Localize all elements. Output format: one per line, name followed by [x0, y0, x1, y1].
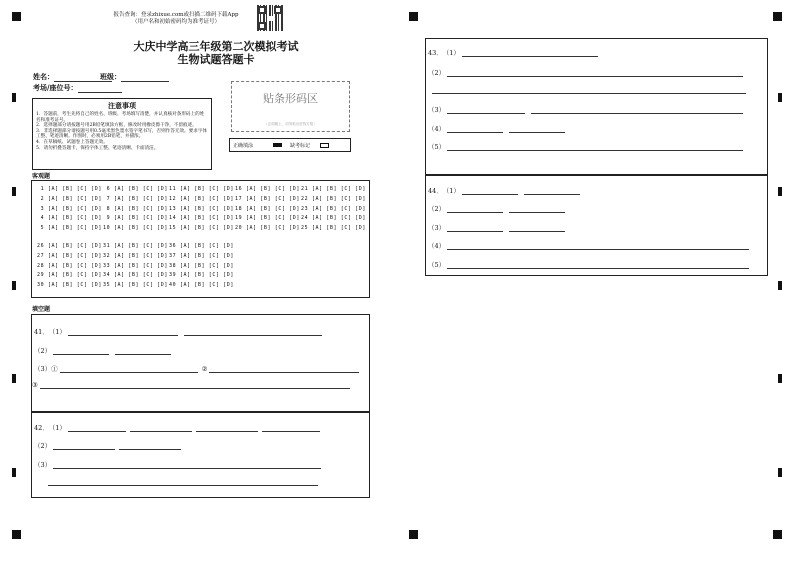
q41-line-2	[34, 346, 171, 355]
correct-fill-label: 正确填涂	[233, 142, 254, 149]
q44-part-1-label: （1）	[442, 187, 460, 195]
q41-part-3c-label: ③	[32, 381, 38, 389]
option-bubbles[interactable]: [A] [B] [C] [D]	[47, 225, 102, 232]
q43-line-3	[428, 105, 743, 114]
objective-question-14[interactable]	[169, 214, 234, 224]
option-bubbles[interactable]: [A] [B] [C] [D]	[113, 272, 168, 279]
objective-question-40[interactable]	[169, 281, 234, 291]
answer-blank[interactable]	[462, 50, 598, 57]
option-bubbles[interactable]: [A] [B] [C] [D]	[47, 243, 102, 249]
notice-item: 4．在草稿纸、试题卷上答题无效。	[36, 139, 108, 145]
timing-marker	[12, 281, 16, 290]
question-number: 16	[235, 186, 246, 192]
objective-question-20[interactable]	[235, 224, 300, 234]
corner-marker	[12, 12, 21, 21]
answer-blank[interactable]	[115, 348, 171, 355]
question-number: 25	[301, 225, 312, 232]
corner-marker	[12, 530, 21, 539]
timing-marker	[778, 93, 782, 102]
timing-marker	[778, 187, 782, 196]
q42-part-1-label: （1）	[48, 424, 66, 432]
notice-item: 1．答题前，考生先将自己的姓名、班级、考场填写清楚，并认真核对条形码上的姓名和准考证号。	[36, 112, 205, 123]
room-seat-label: 考场/座位号：	[33, 83, 78, 92]
objective-question-13[interactable]	[169, 205, 234, 215]
option-bubbles[interactable]: [A] [B] [C] [D]	[311, 215, 366, 222]
objective-question-33[interactable]	[103, 262, 168, 272]
timing-marker	[778, 374, 782, 383]
q41-line-1	[34, 327, 322, 336]
option-bubbles[interactable]: [A] [B] [C] [D]	[179, 262, 234, 269]
q41-box	[31, 314, 370, 412]
option-bubbles[interactable]: [A] [B] [C] [D]	[179, 252, 234, 259]
option-bubbles[interactable]: [A] [B] [C] [D]	[113, 243, 168, 249]
notice-title: 注意事项	[108, 101, 136, 110]
objective-question-9[interactable]	[103, 214, 168, 224]
question-number: 38	[169, 262, 180, 269]
question-number: 10	[103, 225, 114, 232]
room-seat-field[interactable]	[33, 83, 122, 93]
q41-line-3	[34, 364, 359, 373]
answer-blank[interactable]	[447, 144, 743, 151]
timing-marker	[12, 374, 16, 383]
objective-question-1[interactable]	[37, 185, 102, 195]
answer-blank[interactable]	[432, 87, 746, 94]
timing-marker	[778, 468, 782, 477]
objective-question-11[interactable]	[169, 185, 234, 195]
option-bubbles[interactable]: [A] [B] [C] [D]	[47, 186, 102, 192]
corner-marker	[773, 530, 782, 539]
answer-blank[interactable]	[130, 425, 192, 432]
objective-question-36[interactable]	[169, 242, 234, 252]
question-number: 29	[37, 272, 48, 279]
absent-checkbox[interactable]	[320, 143, 329, 148]
answer-sheet-title: 生物试题答题卡	[177, 53, 255, 66]
question-number: 1	[37, 186, 48, 192]
question-number: 18	[235, 205, 246, 212]
option-bubbles[interactable]: [A] [B] [C] [D]	[113, 186, 168, 192]
answer-blank[interactable]	[447, 70, 743, 77]
q43-box	[425, 38, 768, 175]
answer-blank[interactable]	[447, 225, 503, 232]
answer-blank[interactable]	[119, 443, 181, 450]
login-hint-text: （用户名和初始密码均为准考证号）	[131, 19, 220, 25]
q41-number: 41．	[34, 328, 49, 336]
answer-blank[interactable]	[68, 329, 178, 336]
answer-blank[interactable]	[209, 366, 359, 373]
objective-question-27[interactable]	[37, 252, 102, 262]
option-bubbles[interactable]: [A] [B] [C] [D]	[47, 195, 102, 202]
question-number: 6	[103, 186, 114, 192]
filled-sample-icon	[273, 143, 282, 147]
q44-box	[425, 175, 768, 276]
objective-question-24[interactable]	[301, 214, 366, 224]
objective-question-26[interactable]	[37, 242, 102, 252]
center-marker	[409, 530, 418, 539]
objective-question-7[interactable]	[103, 195, 168, 205]
objective-question-29[interactable]	[37, 271, 102, 281]
option-bubbles[interactable]: [A] [B] [C] [D]	[245, 195, 300, 202]
objective-question-8[interactable]	[103, 205, 168, 215]
option-bubbles[interactable]: [A] [B] [C] [D]	[179, 243, 234, 249]
question-number: 22	[301, 195, 312, 202]
notice-item: 5．请勿折叠答题卡，保持字体工整、笔迹清晰、卡面清洁。	[36, 145, 159, 151]
question-number: 3	[37, 205, 48, 212]
question-number: 9	[103, 215, 114, 222]
answer-blank[interactable]	[524, 188, 580, 195]
option-bubbles[interactable]: [A] [B] [C] [D]	[47, 215, 102, 222]
q44-line-5	[428, 260, 749, 269]
q43-line-2b	[430, 87, 746, 94]
objective-box	[31, 180, 370, 298]
question-number: 40	[169, 282, 180, 289]
option-bubbles[interactable]: [A] [B] [C] [D]	[179, 186, 234, 192]
answer-blank[interactable]	[531, 107, 743, 114]
option-bubbles[interactable]: [A] [B] [C] [D]	[113, 205, 168, 212]
option-bubbles[interactable]: [A] [B] [C] [D]	[245, 225, 300, 232]
option-bubbles[interactable]: [A] [B] [C] [D]	[179, 205, 234, 212]
objective-question-3[interactable]	[37, 205, 102, 215]
question-number: 33	[103, 262, 114, 269]
barcode-area	[231, 81, 350, 132]
objective-question-25[interactable]	[301, 224, 366, 234]
corner-marker	[773, 12, 782, 21]
question-number: 15	[169, 225, 180, 232]
q43-part-4-label: （4）	[428, 125, 446, 133]
q43-part-5-label: （5）	[428, 143, 446, 151]
question-number: 17	[235, 195, 246, 202]
question-number: 21	[301, 186, 312, 192]
answer-blank[interactable]	[509, 206, 565, 213]
option-bubbles[interactable]: [A] [B] [C] [D]	[179, 215, 234, 222]
question-number: 24	[301, 215, 312, 222]
objective-question-10[interactable]	[103, 224, 168, 234]
q44-number: 44．	[428, 187, 443, 195]
option-bubbles[interactable]: [A] [B] [C] [D]	[113, 252, 168, 259]
q41-part-1-label: （1）	[48, 328, 66, 336]
option-bubbles[interactable]: [A] [B] [C] [D]	[245, 186, 300, 192]
q42-line-1	[34, 423, 320, 432]
objective-question-22[interactable]	[301, 195, 366, 205]
q43-number: 43．	[428, 49, 443, 57]
option-bubbles[interactable]: [A] [B] [C] [D]	[47, 272, 102, 279]
q43-part-3-label: （3）	[428, 106, 446, 114]
answer-blank[interactable]	[447, 206, 503, 213]
option-bubbles[interactable]: [A] [B] [C] [D]	[245, 215, 300, 222]
objective-question-2[interactable]	[37, 195, 102, 205]
answer-blank[interactable]	[447, 126, 503, 133]
qr-code[interactable]	[257, 5, 283, 31]
answer-blank[interactable]	[53, 348, 109, 355]
q44-part-5-label: （5）	[428, 261, 446, 269]
q44-part-3-label: （3）	[428, 224, 446, 232]
option-bubbles[interactable]: [A] [B] [C] [D]	[47, 252, 102, 259]
option-bubbles[interactable]: [A] [B] [C] [D]	[47, 262, 102, 269]
objective-question-31[interactable]	[103, 242, 168, 252]
question-number: 19	[235, 215, 246, 222]
q44-line-3	[428, 223, 565, 232]
option-bubbles[interactable]: [A] [B] [C] [D]	[113, 225, 168, 232]
option-bubbles[interactable]: [A] [B] [C] [D]	[179, 225, 234, 232]
objective-question-35[interactable]	[103, 281, 168, 291]
answer-blank[interactable]	[60, 366, 198, 373]
answer-blank[interactable]	[184, 329, 322, 336]
question-number: 30	[37, 282, 48, 289]
absent-mark-label: 缺考标记	[290, 142, 311, 149]
q44-line-1	[428, 186, 580, 195]
objective-question-19[interactable]	[235, 214, 300, 224]
question-number: 13	[169, 205, 180, 212]
timing-marker	[12, 93, 16, 102]
objective-question-23[interactable]	[301, 205, 366, 215]
question-number: 32	[103, 252, 114, 259]
notice-box	[32, 98, 212, 170]
objective-question-30[interactable]	[37, 281, 102, 291]
objective-question-15[interactable]	[169, 224, 234, 234]
objective-question-21[interactable]	[301, 185, 366, 195]
answer-blank[interactable]	[447, 243, 749, 250]
option-bubbles[interactable]: [A] [B] [C] [D]	[113, 195, 168, 202]
q42-box	[31, 412, 370, 498]
answer-blank[interactable]	[447, 262, 749, 269]
question-number: 4	[37, 215, 48, 222]
question-number: 20	[235, 225, 246, 232]
barcode-label: 贴条形码区	[263, 92, 318, 105]
q41-line-4	[32, 381, 350, 389]
objective-question-6[interactable]	[103, 185, 168, 195]
answer-blank[interactable]	[447, 107, 525, 114]
objective-section-title: 客观题	[32, 173, 51, 180]
question-number: 12	[169, 195, 180, 202]
question-number: 5	[37, 225, 48, 232]
q43-part-2-label: （2）	[428, 69, 446, 77]
name-label: 姓名：	[33, 72, 54, 81]
option-bubbles[interactable]: [A] [B] [C] [D]	[113, 262, 168, 269]
option-bubbles[interactable]: [A] [B] [C] [D]	[245, 205, 300, 212]
q43-part-1-label: （1）	[442, 49, 460, 57]
answer-blank[interactable]	[196, 425, 258, 432]
objective-question-4[interactable]	[37, 214, 102, 224]
q44-part-2-label: （2）	[428, 205, 446, 213]
question-number: 11	[169, 186, 180, 192]
center-marker	[409, 12, 418, 21]
q41-part-3-label: （3）①	[34, 365, 58, 373]
q44-line-4	[428, 241, 749, 250]
objective-question-17[interactable]	[235, 195, 300, 205]
q42-number: 42．	[34, 424, 49, 432]
question-number: 26	[37, 243, 48, 249]
q44-part-4-label: （4）	[428, 242, 446, 250]
option-bubbles[interactable]: [A] [B] [C] [D]	[311, 186, 366, 192]
timing-marker	[778, 281, 782, 290]
option-bubbles[interactable]: [A] [B] [C] [D]	[179, 272, 234, 279]
q43-line-2	[428, 68, 743, 77]
objective-question-34[interactable]	[103, 271, 168, 281]
q43-line-4	[428, 124, 565, 133]
q42-part-2-label: （2）	[34, 442, 52, 450]
fill-sample-box	[229, 138, 351, 152]
notice-item: 3．非选择题部分请按题号用0.5毫米黑色墨水签字笔书写，否则作答无效。要求字体工整、笔迹清晰。作图时，必须用2B铅笔，并描浓。	[36, 128, 208, 140]
q42-line-2	[34, 441, 181, 450]
objective-question-16[interactable]	[235, 185, 300, 195]
question-number: 7	[103, 195, 114, 202]
barcode-hint: （正面朝上，切勿贴出虚线方框）	[264, 122, 317, 126]
question-number: 35	[103, 282, 114, 289]
q42-line-3	[34, 460, 321, 469]
timing-marker	[12, 187, 16, 196]
exam-title: 大庆中学高三年级第二次模拟考试	[133, 40, 299, 53]
question-number: 31	[103, 243, 114, 249]
option-bubbles[interactable]: [A] [B] [C] [D]	[179, 282, 234, 289]
answer-blank[interactable]	[462, 188, 518, 195]
class-label: 班级：	[100, 72, 121, 81]
answer-blank[interactable]	[68, 425, 126, 432]
objective-question-37[interactable]	[169, 252, 234, 262]
fill-section-title: 填空题	[32, 306, 51, 313]
answer-blank[interactable]	[53, 462, 321, 469]
option-bubbles[interactable]: [A] [B] [C] [D]	[179, 195, 234, 202]
option-bubbles[interactable]: [A] [B] [C] [D]	[311, 195, 366, 202]
question-number: 23	[301, 205, 312, 212]
question-number: 8	[103, 205, 114, 212]
q43-line-1	[428, 48, 598, 57]
question-number: 14	[169, 215, 180, 222]
objective-question-38[interactable]	[169, 262, 234, 272]
question-number: 2	[37, 195, 48, 202]
question-number: 28	[37, 262, 48, 269]
question-number: 34	[103, 272, 114, 279]
q41-part-2-label: （2）	[34, 347, 52, 355]
objective-question-28[interactable]	[37, 262, 102, 272]
q42-line-4	[46, 479, 318, 486]
answer-blank[interactable]	[53, 443, 115, 450]
question-number: 27	[37, 252, 48, 259]
option-bubbles[interactable]: [A] [B] [C] [D]	[113, 282, 168, 289]
question-number: 39	[169, 272, 180, 279]
q44-line-2	[428, 204, 565, 213]
objective-question-5[interactable]	[37, 224, 102, 234]
question-number: 36	[169, 243, 180, 249]
objective-question-39[interactable]	[169, 271, 234, 281]
option-bubbles[interactable]: [A] [B] [C] [D]	[47, 205, 102, 212]
timing-marker	[12, 468, 16, 477]
question-number: 37	[169, 252, 180, 259]
report-query-text: 报告查询：登录zhixue.com或扫描二维码下载App	[113, 12, 239, 18]
answer-blank[interactable]	[509, 225, 565, 232]
objective-question-12[interactable]	[169, 195, 234, 205]
q41-part-3b-label: ②	[201, 365, 208, 373]
class-field[interactable]	[100, 72, 169, 82]
q43-line-5	[428, 142, 743, 151]
objective-question-18[interactable]	[235, 205, 300, 215]
option-bubbles[interactable]: [A] [B] [C] [D]	[311, 205, 366, 212]
answer-blank[interactable]	[48, 479, 318, 486]
option-bubbles[interactable]: [A] [B] [C] [D]	[113, 215, 168, 222]
q42-part-3-label: （3）	[34, 461, 52, 469]
option-bubbles[interactable]: [A] [B] [C] [D]	[311, 225, 366, 232]
notice-item: 2．选择题部分请按题号用2B铅笔填涂方框，修改时用橡皮擦干净，不留痕迹。	[36, 123, 197, 129]
option-bubbles[interactable]: [A] [B] [C] [D]	[47, 282, 102, 289]
objective-question-32[interactable]	[103, 252, 168, 262]
answer-blank[interactable]	[262, 425, 320, 432]
answer-blank[interactable]	[509, 126, 565, 133]
answer-blank[interactable]	[40, 382, 350, 389]
